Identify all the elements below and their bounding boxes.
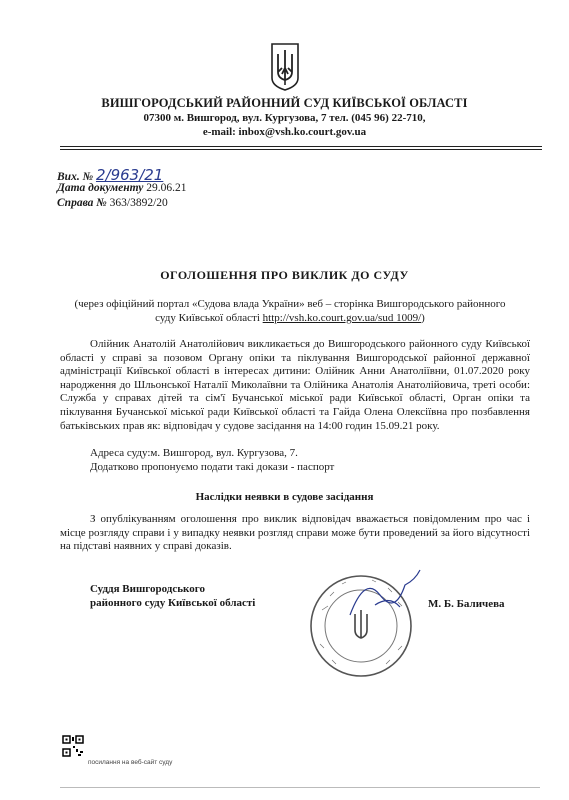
evidence-line: Додатково пропонуємо подати такі докази - паспорт [90,461,335,473]
doc-date: 29.06.21 [146,182,187,194]
incoming-label: Вих. № [57,171,94,183]
court-name: ВИШГОРОДСЬКИЙ РАЙОННИЙ СУД КИЇВСЬКОЇ ОБЛАСТІ [101,96,468,110]
trident-coat-of-arms-icon [270,42,300,92]
judge-title [90,582,255,610]
court-email: e-mail: inbox@vsh.ko.court.gov.ua [202,126,367,138]
bottom-divider [60,787,540,788]
court-address-line: Адреса суду:м. Вишгород, вул. Кургузова, 7. [90,447,298,459]
incoming-number: 2/963/21 [95,166,164,184]
judge-title-line2: районного суду Київської області [90,597,256,609]
portal-close: ) [421,312,425,324]
consequences-paragraph: З опублікуванням оголошення про виклик відповідач вважається повідомленим про час і місце розгляду справи і у випадку неявки розгляд справи може бути проведений за його відсутності на підставі наявних у справі доказів. [60,513,530,553]
case-label: Справа № [57,197,107,209]
case-number: 363/3892/20 [109,197,168,209]
case-number-line [57,197,168,209]
doc-date-label: Дата документу [57,182,144,194]
portal-link[interactable]: http://vsh.ko.court.gov.ua/sud 1009/ [262,312,422,324]
doc-date-line [57,182,187,194]
summons-paragraph: Олійник Анатолій Анатолійович викликається до Вишгородського районного суду Київської області у справі за позовом Органу опіки та піклування Вишгородської районної державної адміністрації Київської області в інтересах дитини: Олійник Анни Анатоліївни, 01.07.2020 року народження до Шльонської Наталії Миколаївни та Олійника Анатолія Анатолійовича, треті особи: Служба у справах дітей та сім'ї Бучанської міської ради Київської області, Орган опіки та піклування Бучанської міської ради Київської області та Гайда Олена Олексіївна про позбавлення батьківських прав як: відповідач у судове засідання на 14:00 годин 15.09.21 року. [60,338,530,432]
section-title: Наслідки неявки в судове засідання [195,491,374,503]
portal-text: (через офіційний портал «Судова влада України» веб – сторінка Вишгородського районного суду Київської області [74,298,506,324]
header-divider-thin [60,149,542,150]
document-title: ОГОЛОШЕННЯ ПРО ВИКЛИК ДО СУДУ [160,268,409,282]
judge-title-line1: Суддя Вишгородського [90,583,205,595]
header-divider [60,146,542,147]
qr-code-icon[interactable] [62,735,84,757]
judge-name: М. Б. Баличева [428,598,505,610]
court-address: 07300 м. Вишгород, вул. Кургузова, 7 тел. (045 96) 22-710, [143,112,426,124]
portal-note [70,297,510,325]
qr-note: посилання на веб-сайт суду [88,759,173,766]
handwritten-signature-icon [345,565,425,625]
